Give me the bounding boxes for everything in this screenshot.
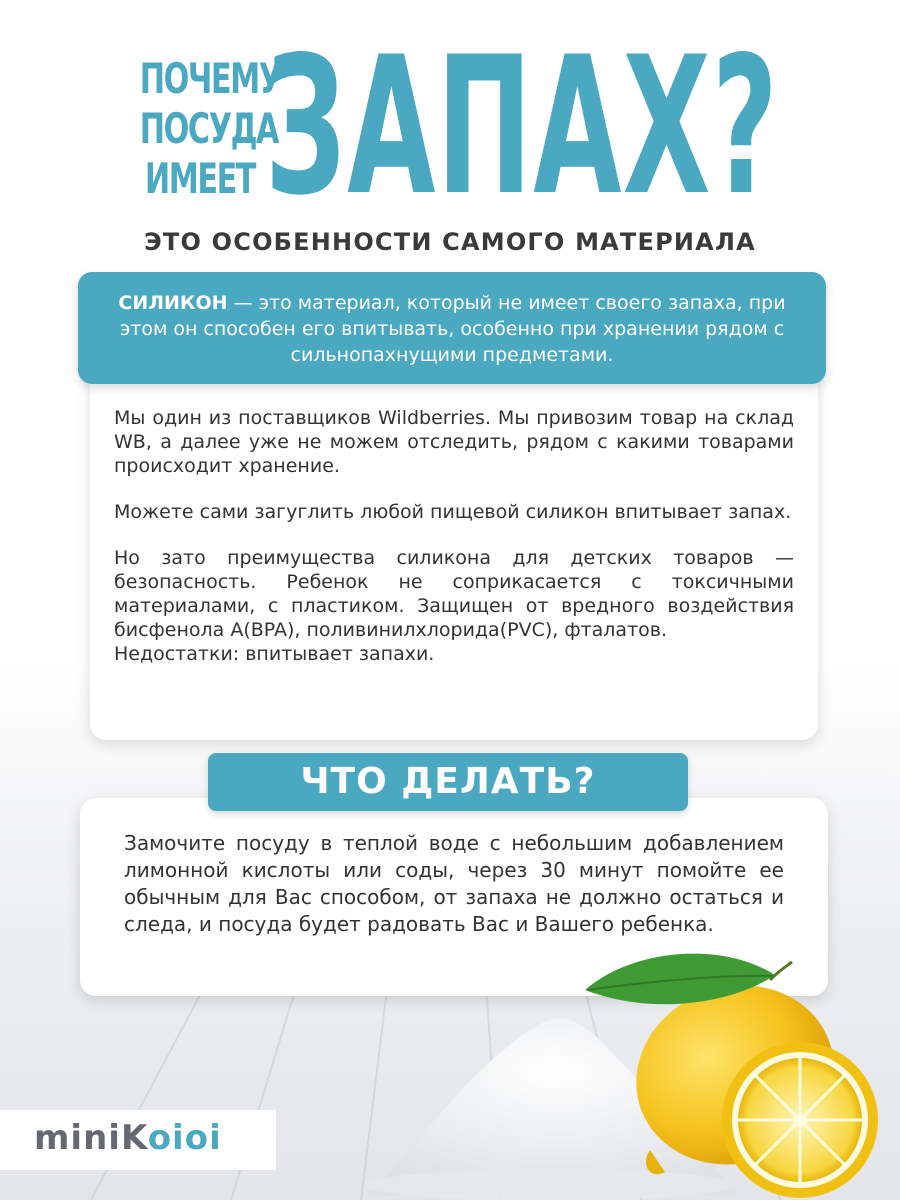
- headline-line-2: ПОСУДА: [139, 104, 279, 153]
- info-paragraph-4: Недостатки: впитывает запахи.: [114, 643, 435, 665]
- silicone-dash: —: [227, 292, 259, 314]
- headline-big-word: ЗАПАХ?: [265, 16, 780, 237]
- info-card: [90, 368, 818, 740]
- silicone-term: СИЛИКОН: [118, 292, 228, 314]
- info-paragraph-3: Но зато преимущества силикона для детских товаров — безопасность. Ребенок не соприкасается с токсичными материалами, с пластиком. Защищен от вредного воздействия бисфенола А(BPA), поливинилхлорида(PVC), фталатов.: [114, 547, 794, 641]
- info-paragraph-2: Можете сами загуглить любой пищевой силикон впитывает запах.: [114, 501, 792, 523]
- logo-part-2: oioi: [147, 1118, 222, 1158]
- logo-part-1: miniK: [34, 1118, 148, 1158]
- what-to-do-banner: ЧТО ДЕЛАТЬ?: [208, 753, 688, 811]
- headline-small-text: [139, 54, 281, 204]
- lemon-slice-icon: [722, 1042, 878, 1198]
- info-paragraph-1: Мы один из поставщиков Wildberries. Мы привозим товар на склад WB, а далее уже не можем отследить, рядом с какими товарами происходит хранение.: [114, 407, 794, 477]
- silicone-definition-text: это материал, который не имеет своего запаха, при этом он способен его впитывать, особенно при хранении рядом с сильнопахнущими предметами.: [119, 292, 786, 366]
- headline-line-3: ИМЕЕТ: [144, 154, 255, 203]
- headline: [0, 16, 900, 237]
- lemon-and-powder-illustration: [360, 940, 900, 1200]
- what-to-do-text: Замочите посуду в теплой воде с небольшим добавлением лимонной кислоты или соды, через 30 минут помойте ее обычным для Вас способом, от запаха не должно остаться и следа, и посуда будет радовать Вас и Вашего ребенка.: [124, 831, 784, 936]
- brand-logo-text: [34, 1118, 222, 1158]
- headline-line-1: ПОЧЕМУ: [139, 54, 281, 103]
- brand-logo: [0, 1110, 276, 1170]
- silicone-definition-banner: [78, 272, 826, 384]
- subtitle: ЭТО ОСОБЕННОСТИ САМОГО МАТЕРИАЛА: [144, 228, 756, 256]
